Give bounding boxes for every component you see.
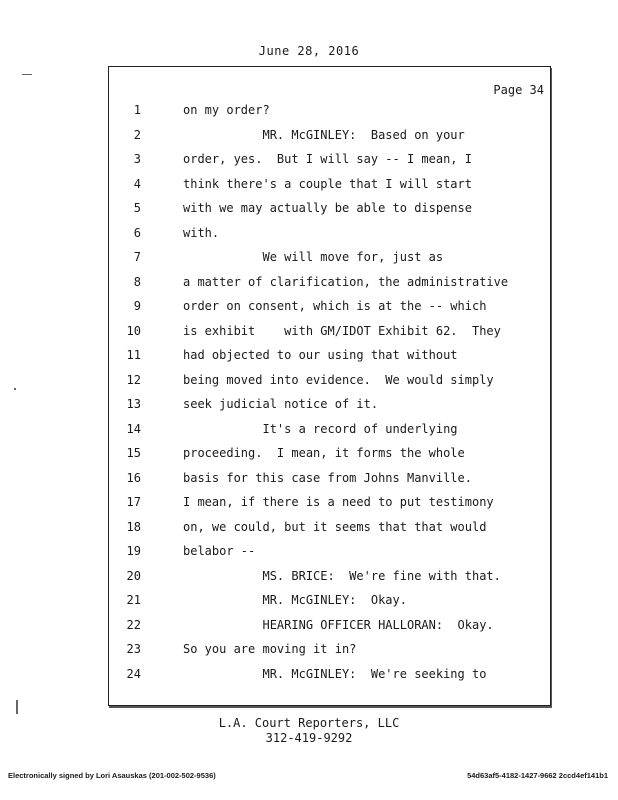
line-number: 22 [126, 617, 141, 632]
court-reporter-firm: L.A. Court Reporters, LLC [218, 716, 400, 730]
line-text: think there's a couple that I will start [183, 176, 472, 191]
transcript-line [109, 569, 550, 593]
transcript-line [109, 103, 550, 127]
line-number: 8 [133, 274, 141, 289]
scan-speck [14, 388, 16, 390]
page-number: Page 34 [493, 83, 544, 97]
header-date: June 28, 2016 [258, 44, 360, 58]
line-number: 7 [133, 250, 141, 264]
line-text: MS. BRICE: We're fine with that. [183, 568, 501, 583]
transcript-line [109, 397, 550, 421]
line-number: 23 [126, 642, 141, 656]
line-number: 20 [126, 568, 141, 583]
line-text: We will move for, just as [183, 250, 444, 264]
transcript-line [109, 544, 550, 568]
transcript-line [109, 446, 550, 470]
line-number: 21 [126, 593, 141, 607]
line-text: a matter of clarification, the administrative [183, 274, 509, 289]
transcript-line [109, 324, 550, 348]
line-number: 17 [126, 495, 141, 509]
line-number: 11 [126, 348, 141, 362]
transcript-line [109, 250, 550, 274]
line-text: seek judicial notice of it. [183, 397, 379, 411]
transcript-line [109, 299, 550, 323]
transcript-line [109, 520, 550, 544]
line-text: on, we could, but it seems that that would [183, 519, 487, 534]
line-text: MR. McGINLEY: We're seeking to [183, 666, 487, 681]
line-text: It's a record of underlying [183, 421, 458, 436]
line-text: with. [183, 225, 220, 240]
transcript-line [109, 422, 550, 446]
line-text: basis for this case from Johns Manville. [183, 470, 472, 485]
line-text: order, yes. But I will say -- I mean, I [183, 152, 472, 166]
line-number: 16 [126, 470, 141, 485]
transcript-line [109, 201, 550, 225]
line-number: 13 [126, 397, 141, 411]
line-text: belabor -- [183, 544, 256, 558]
line-text: being moved into evidence. We would simply [183, 372, 494, 387]
transcript-line [109, 618, 550, 642]
transcript-line [109, 593, 550, 617]
line-number: 4 [133, 176, 141, 191]
transcript-line [109, 495, 550, 519]
transcript-line [109, 226, 550, 250]
line-number: 3 [133, 152, 141, 166]
transcript-line [109, 471, 550, 495]
line-number: 6 [133, 225, 141, 240]
line-number: 9 [133, 299, 141, 313]
transcript-line [109, 128, 550, 152]
scan-speck [16, 700, 18, 714]
transcript-line [109, 152, 550, 176]
line-text: HEARING OFFICER HALLORAN: Okay. [183, 617, 494, 632]
line-number: 24 [126, 666, 141, 681]
electronic-signature: Electronically signed by Lori Asauskas (201-002-502-9536) [8, 771, 216, 780]
line-number: 19 [126, 544, 141, 558]
transcript-line [109, 348, 550, 372]
scan-speck [22, 74, 32, 75]
line-number: 12 [126, 372, 141, 387]
line-number: 2 [133, 127, 141, 142]
line-number: 15 [126, 446, 141, 460]
document-id: 54d63af5-4182-1427-9662 2ccd4ef141b1 [467, 771, 608, 780]
line-number: 10 [126, 323, 141, 338]
line-text: order on consent, which is at the -- which [183, 299, 487, 313]
line-text: MR. McGINLEY: Okay. [183, 593, 407, 607]
transcript-line [109, 275, 550, 299]
court-reporter-phone: 312-419-9292 [265, 731, 353, 745]
line-number: 18 [126, 519, 141, 534]
line-text: So you are moving it in? [183, 642, 357, 656]
line-number: 14 [126, 421, 141, 436]
line-text: I mean, if there is a need to put testimony [183, 495, 494, 509]
line-text: on my order? [183, 103, 270, 117]
transcript-page [108, 66, 551, 706]
line-text: is exhibit with GM/IDOT Exhibit 62. They [183, 323, 501, 338]
transcript-line [109, 642, 550, 666]
line-text: with we may actually be able to dispense [183, 201, 472, 215]
line-text: had objected to our using that without [183, 348, 458, 362]
line-text: proceeding. I mean, it forms the whole [183, 446, 465, 460]
line-number: 5 [133, 201, 141, 215]
line-text: MR. McGINLEY: Based on your [183, 127, 465, 142]
line-number: 1 [133, 103, 141, 117]
transcript-line [109, 373, 550, 397]
transcript-line [109, 667, 550, 691]
transcript-line [109, 177, 550, 201]
